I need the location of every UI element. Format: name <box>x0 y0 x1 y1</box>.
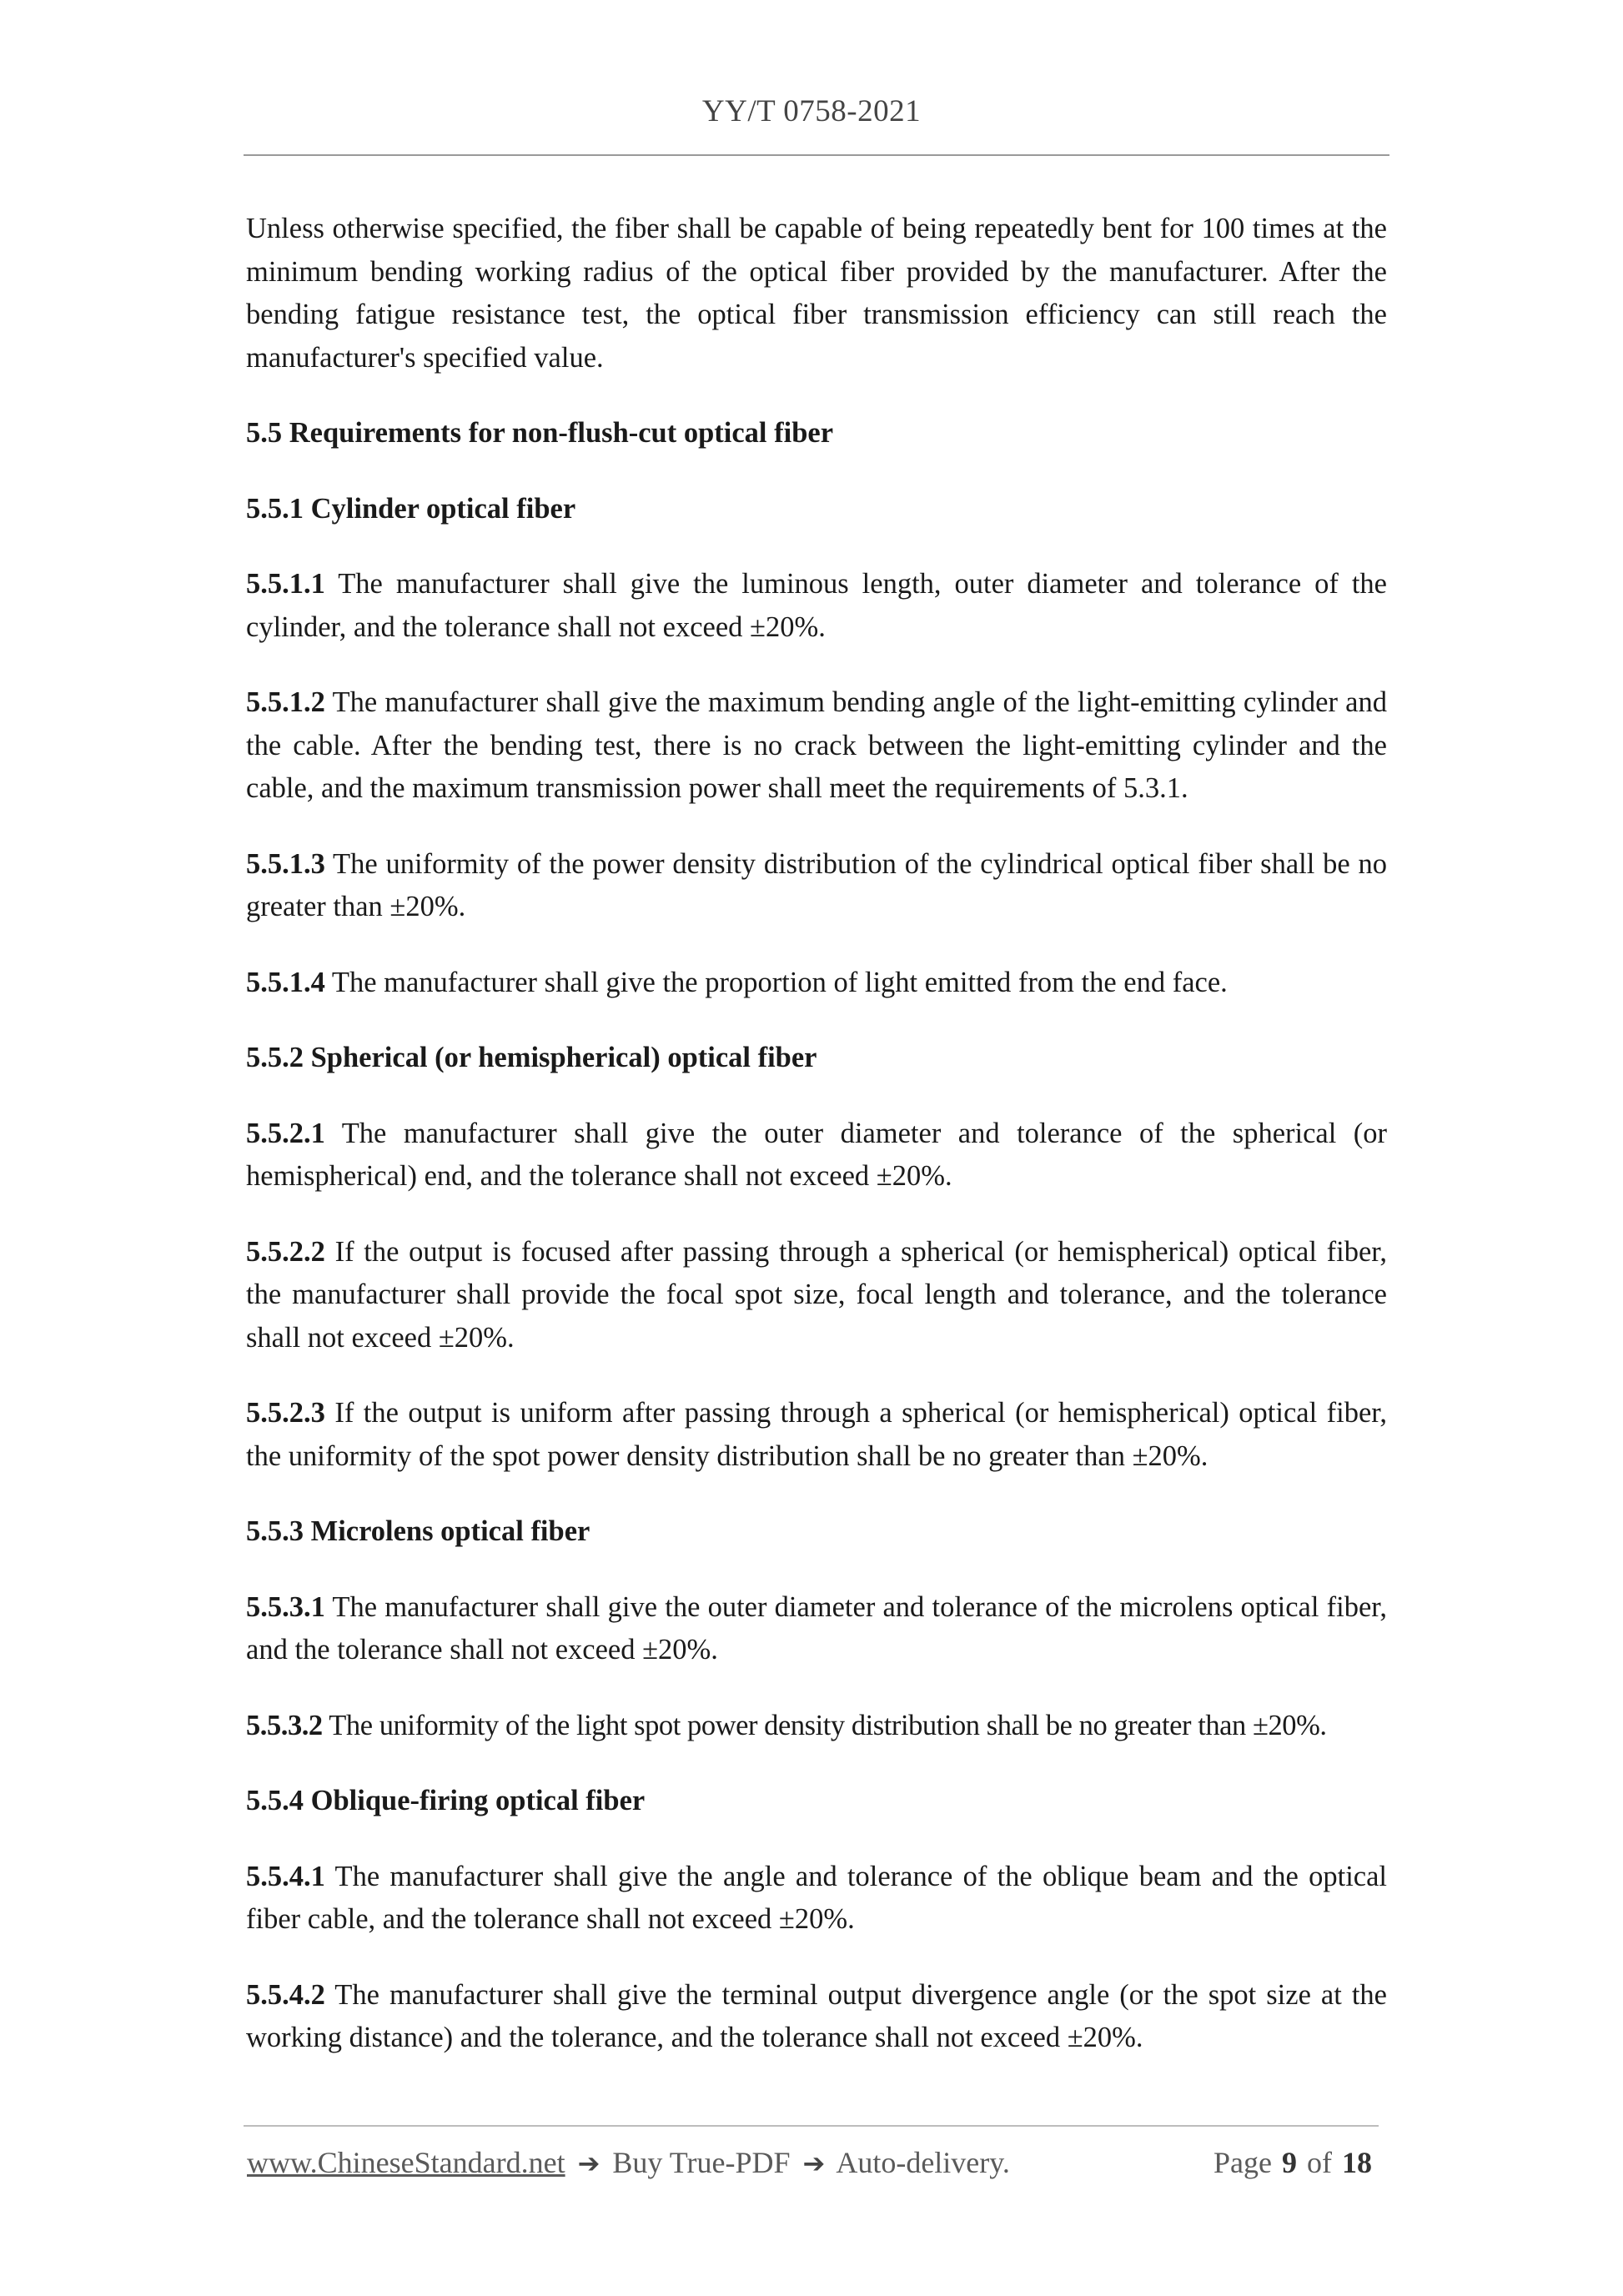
section-heading-5-5-1: 5.5.1 Cylinder optical fiber <box>246 492 576 525</box>
clause-5-5-1-3 <box>246 843 1387 929</box>
clause-5-5-1-1 <box>246 563 1387 649</box>
clause-number: 5.5.2.3 <box>246 1397 325 1429</box>
clause-text: The uniformity of the light spot power density distribution shall be no greater than ±20%. <box>322 1709 1327 1741</box>
clause-text: The manufacturer shall give the maximum bending angle of the light-emitting cylinder and the cable. After the bending test, there is no crack between the light-emitting cylinder and the cable, and the maximum transmission power shall meet the requirements of 5.3.1. <box>246 686 1387 804</box>
page-current: 9 <box>1282 2146 1297 2179</box>
clause-text: The manufacturer shall give the outer diameter and tolerance of the spherical (or hemispherical) end, and the tolerance shall not exceed ±20%. <box>246 1117 1387 1192</box>
clause-5-5-2-2 <box>246 1231 1387 1360</box>
clause-5-5-4-1 <box>246 1856 1387 1942</box>
clause-number: 5.5.1.4 <box>246 966 325 998</box>
footer-divider <box>244 2125 1379 2127</box>
clause-5-5-1-4 <box>246 962 1387 1005</box>
auto-delivery-text: Auto-delivery. <box>836 2146 1010 2179</box>
clause-text: The manufacturer shall give the luminous length, outer diameter and tolerance of the cylinder, and the tolerance shall not exceed ±20%. <box>246 568 1387 643</box>
header-divider <box>244 154 1389 156</box>
clause-5-5-2-3 <box>246 1392 1387 1478</box>
clause-text: The uniformity of the power density distribution of the cylindrical optical fiber shall be no greater than ±20%. <box>246 847 1387 922</box>
clause-text: The manufacturer shall give the angle and tolerance of the oblique beam and the optical fiber cable, and the tolerance shall not exceed ±20%. <box>246 1860 1387 1935</box>
page-footer <box>247 2145 1379 2195</box>
arrow-right-icon: ➔ <box>802 2148 826 2179</box>
page-total: 18 <box>1342 2146 1372 2179</box>
intro-paragraph <box>246 208 1387 379</box>
section-heading-5-5-3: 5.5.3 Microlens optical fiber <box>246 1515 590 1547</box>
clause-5-5-3-2 <box>246 1705 1387 1748</box>
clause-text: The manufacturer shall give the outer diameter and tolerance of the microlens optical fiber, and the tolerance shall not exceed ±20%. <box>246 1590 1387 1665</box>
section-heading-5-5-2: 5.5.2 Spherical (or hemispherical) optical fiber <box>246 1042 817 1073</box>
clause-5-5-4-2 <box>246 1974 1387 2060</box>
arrow-right-icon: ➔ <box>577 2148 600 2179</box>
document-header-id: YY/T 0758-2021 <box>701 94 922 128</box>
site-link[interactable]: www.ChineseStandard.net <box>247 2146 565 2179</box>
clause-number: 5.5.1.3 <box>246 847 325 880</box>
clause-text: The manufacturer shall give the terminal output divergence angle (or the spot size at the working distance) and the tolerance, and the tolerance shall not exceed ±20%. <box>246 1978 1387 2053</box>
clause-number: 5.5.4.1 <box>246 1860 325 1892</box>
clause-number: 5.5.3.1 <box>246 1590 325 1623</box>
footer-promo <box>247 2145 1010 2180</box>
section-heading-5-5: 5.5 Requirements for non-flush-cut optical fiber <box>246 417 834 449</box>
page-of-label: of <box>1307 2146 1332 2179</box>
page-number <box>1213 2145 1372 2180</box>
page-label: Page <box>1213 2146 1272 2179</box>
clause-number: 5.5.1.1 <box>246 568 325 600</box>
document-body <box>246 208 1387 2093</box>
clause-text: If the output is uniform after passing through a spherical (or hemispherical) optical fiber, the uniformity of the spot power density distribution shall be no greater than ±20%. <box>246 1397 1387 1472</box>
section-heading-5-5-4: 5.5.4 Oblique-firing optical fiber <box>246 1785 646 1816</box>
clause-5-5-3-1 <box>246 1586 1387 1672</box>
clause-5-5-1-2 <box>246 681 1387 811</box>
clause-number: 5.5.4.2 <box>246 1978 325 2011</box>
clause-number: 5.5.3.2 <box>246 1709 323 1741</box>
buy-pdf-text: Buy True-PDF <box>612 2146 791 2179</box>
clause-number: 5.5.1.2 <box>246 686 325 718</box>
clause-text: If the output is focused after passing through a spherical (or hemispherical) optical fiber, the manufacturer shall provide the focal spot size, focal length and tolerance, and the tolerance shall not exceed ±20%. <box>246 1235 1387 1354</box>
clause-number: 5.5.2.1 <box>246 1117 325 1149</box>
clause-number: 5.5.2.2 <box>246 1235 325 1268</box>
paragraph-text: Unless otherwise specified, the fiber shall be capable of being repeatedly bent for 100 times at the minimum bending working radius of the optical fiber provided by the manufacturer. After the bending fatigue resistance test, the optical fiber transmission efficiency can still reach the manufacturer's specified value. <box>246 213 1387 374</box>
clause-5-5-2-1 <box>246 1113 1387 1198</box>
clause-text: The manufacturer shall give the proportion of light emitted from the end face. <box>324 966 1228 998</box>
